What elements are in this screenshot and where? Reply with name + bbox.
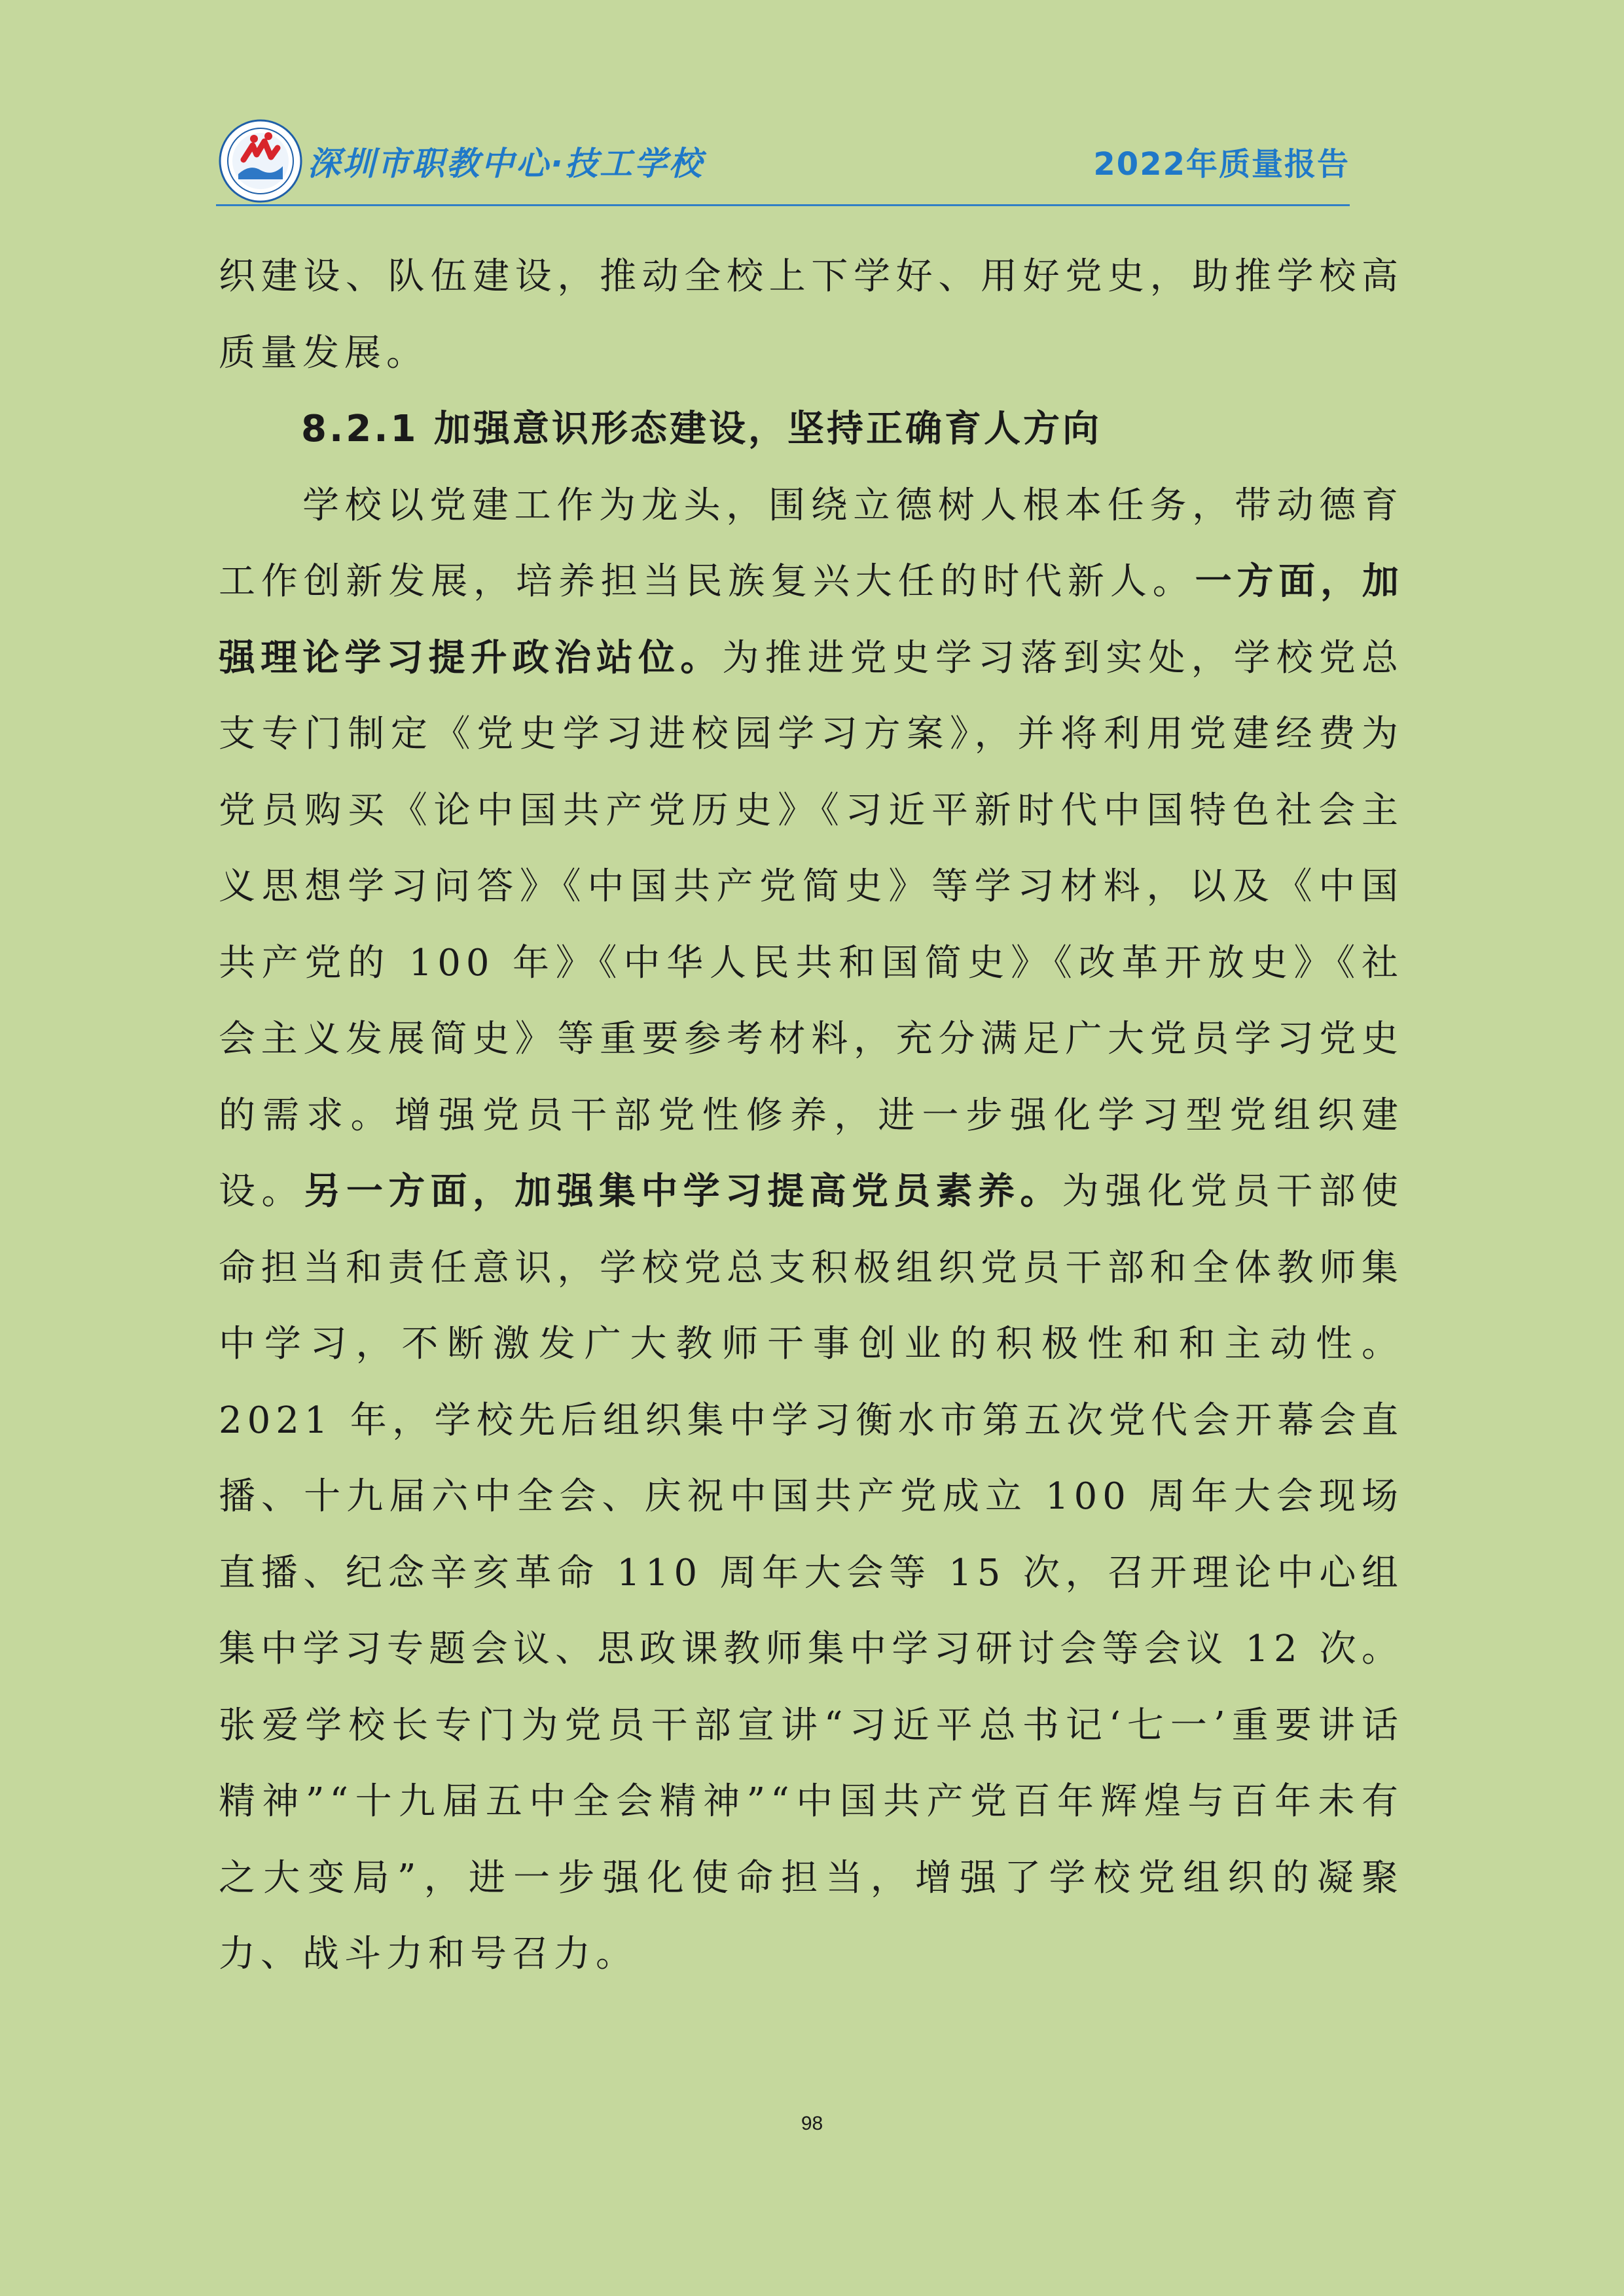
paragraph-text: 学校以党建工作为龙头，围绕立德树人根本任务，带动德育工作创新发展，培养担当民族复兴大任的时代新人。: [219, 484, 1403, 603]
school-emblem-icon: [219, 119, 302, 203]
paragraph-continued: 织建设、队伍建设，推动全校上下学好、用好党史，助推学校高质量发展。: [219, 255, 1403, 374]
school-name: 深圳市职教中心·技工学校: [308, 145, 704, 183]
bold-point-one: 一方面，加强理论学习提升政治站位。: [219, 560, 1404, 679]
report-title: 2022年质量报告: [1093, 146, 1350, 183]
paragraph-main: [219, 468, 1403, 1993]
paragraph-text: 为推进党史学习落到实处，学校党总支专门制定《党史学习进校园学习方案》，并将利用党建经费为党员购买《论中国共产党历史》《习近平新时代中国特色社会主义思想学习问答》《中国共产党简史》等学习材料，以及《中国共产党的 100 年》《中华人民共和国简史》《改革开放史》《社会主义发展简史》等重要参考材料，充分满足广大党员学习党史的需求。增强党员干部党性修养，进一步强化学习型党组织建设。: [219, 636, 1404, 1213]
paragraph-text: 为强化党员干部使命担当和责任意识，学校党总支积极组织党员干部和全体教师集中学习，不断激发广大教师干事创业的积极性和和主动性。2021 年，学校先后组织集中学习衡水市第五次党代会开幕会直播、十九届六中全会、庆祝中国共产党成立 100 周年大会现场直播、纪念辛亥革命 110 周年大会等 15 次，召开理论中心组集中学习专题会议、思政课教师集中学习研讨会等会议 12 次。张爱学校长专门为党员干部宣讲“习近平总书记‘七一’重要讲话精神”“十九届五中全会精神”“中国共产党百年辉煌与百年未有之大变局”，进一步强化使命担当，增强了学校党组织的凝聚力、战斗力和号召力。: [219, 1170, 1404, 1975]
header-divider: [216, 204, 1350, 206]
bold-point-two: 另一方面，加强集中学习提高党员素养。: [304, 1170, 1062, 1213]
section-heading: 8.2.1 加强意识形态建设，坚持正确育人方向: [301, 408, 1102, 450]
page-header: [216, 117, 1350, 207]
document-body: [219, 239, 1403, 1993]
page-number: 98: [801, 2113, 823, 2134]
